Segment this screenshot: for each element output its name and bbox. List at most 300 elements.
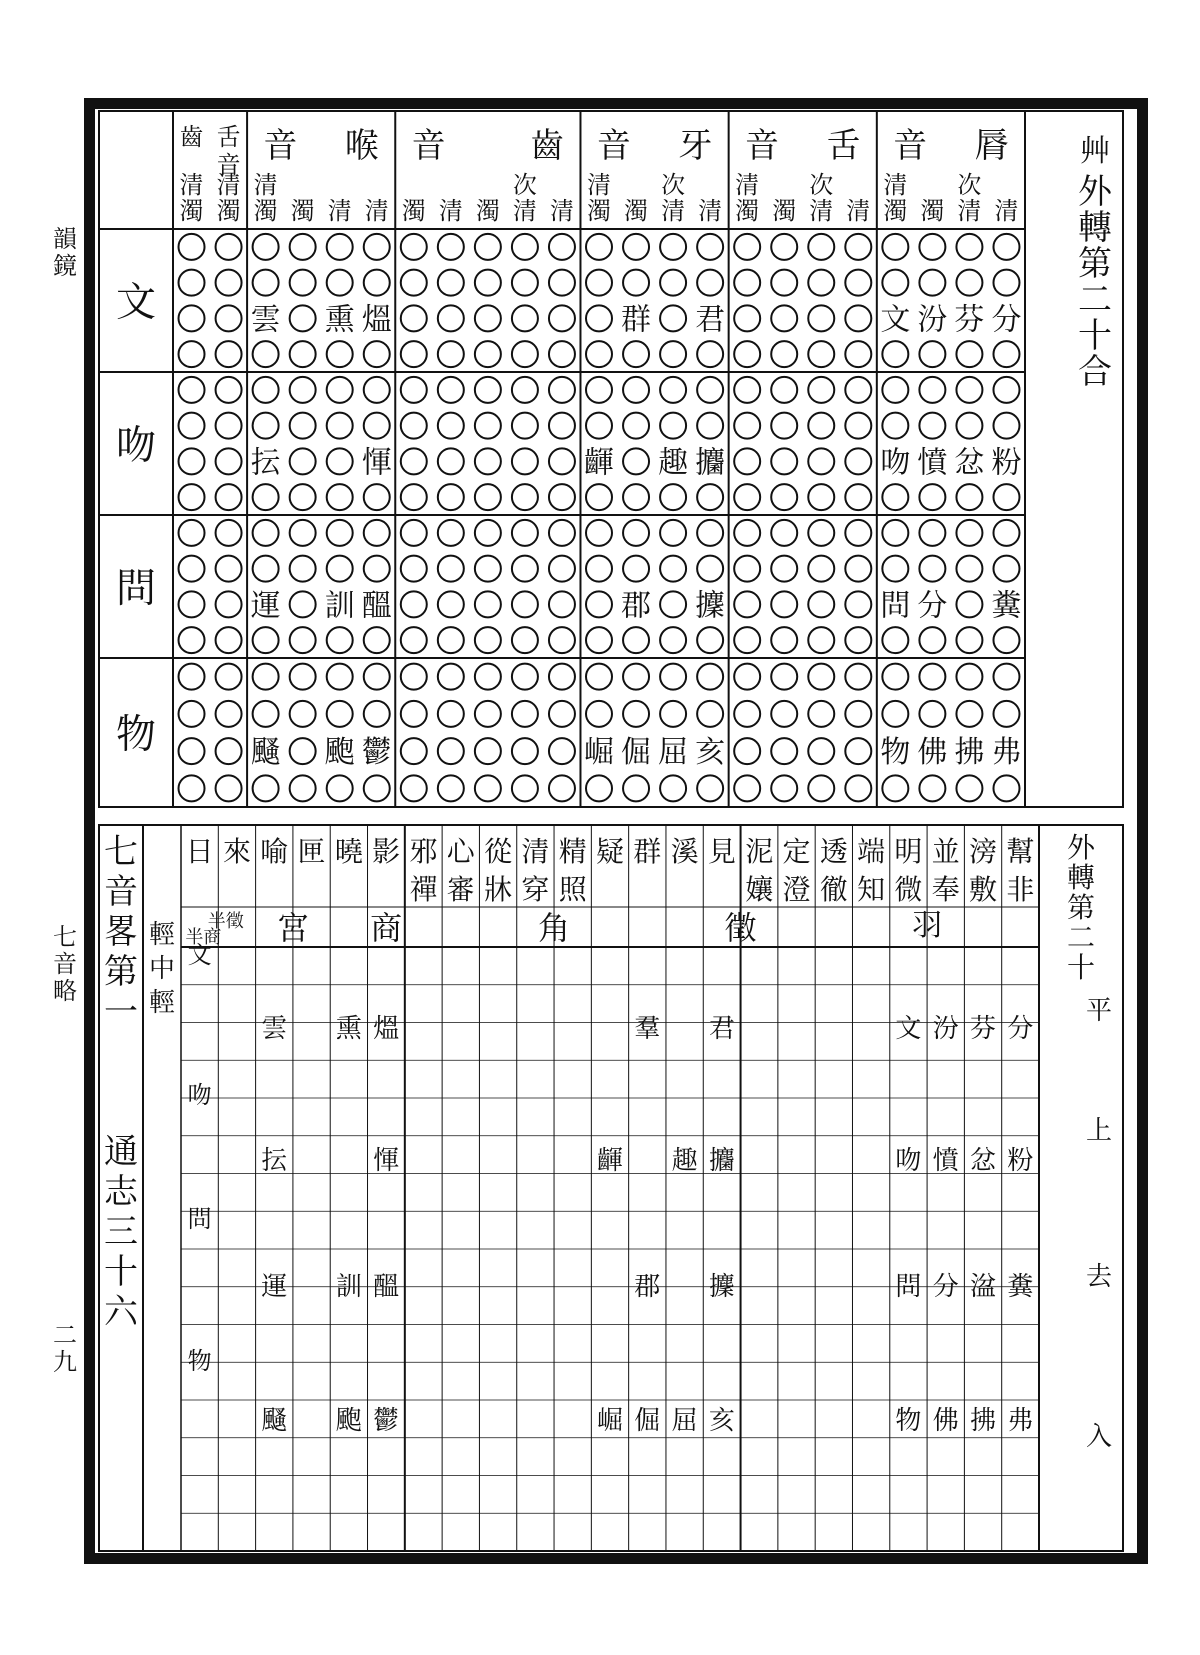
empty-slot-circle xyxy=(623,775,649,801)
empty-slot-circle xyxy=(475,627,501,653)
svg-text:清: 清 xyxy=(512,197,537,225)
rhyme-char: 糞 xyxy=(991,588,1022,624)
empty-slot-circle xyxy=(586,341,612,367)
qiyin-char: 崛 xyxy=(596,1406,624,1436)
rhyme-char: 粉 xyxy=(991,445,1022,481)
initial-group-4 xyxy=(254,126,389,225)
empty-slot-circle xyxy=(327,448,353,474)
empty-slot-circle xyxy=(882,377,908,403)
empty-slot-circle xyxy=(697,701,723,727)
initial-top: 邪 xyxy=(409,835,438,868)
empty-slot-circle xyxy=(179,664,205,690)
empty-slot-circle xyxy=(216,701,242,727)
empty-slot-circle xyxy=(438,448,464,474)
empty-slot-circle xyxy=(327,664,353,690)
svg-text:牙: 牙 xyxy=(678,126,713,166)
empty-slot-circle xyxy=(586,413,612,439)
empty-slot-circle xyxy=(660,305,686,331)
column-label xyxy=(365,197,389,225)
qiyin-char: 攈 xyxy=(708,1272,735,1302)
empty-slot-circle xyxy=(586,270,612,296)
column-label xyxy=(328,197,352,225)
note-label: 半商 xyxy=(185,927,222,948)
qiyin-char: 吻 xyxy=(895,1146,922,1176)
empty-slot-circle xyxy=(808,413,834,439)
empty-slot-circle xyxy=(882,520,908,546)
svg-text:畧: 畧 xyxy=(104,912,138,952)
empty-slot-circle xyxy=(586,234,612,260)
empty-slot-circle xyxy=(623,627,649,653)
empty-slot-circle xyxy=(512,270,538,296)
empty-slot-circle xyxy=(216,448,242,474)
svg-text:清: 清 xyxy=(179,171,204,199)
svg-text:次: 次 xyxy=(661,171,686,199)
empty-slot-circle xyxy=(660,775,686,801)
empty-slot-circle xyxy=(734,270,760,296)
empty-slot-circle xyxy=(771,627,797,653)
empty-slot-circle xyxy=(734,413,760,439)
book-title xyxy=(104,1132,139,1332)
empty-slot-circle xyxy=(512,775,538,801)
qiyin-char: 湓 xyxy=(970,1272,997,1302)
empty-slot-circle xyxy=(845,341,871,367)
qiyin-char: 君 xyxy=(708,1014,735,1044)
empty-slot-circle xyxy=(401,627,427,653)
empty-slot-circle xyxy=(808,701,834,727)
empty-slot-circle xyxy=(401,377,427,403)
svg-text:音: 音 xyxy=(744,126,779,166)
empty-slot-circle xyxy=(179,270,205,296)
empty-slot-circle xyxy=(993,341,1019,367)
empty-slot-circle xyxy=(290,484,316,510)
empty-slot-circle xyxy=(549,484,575,510)
initial-group-1 xyxy=(735,126,870,225)
empty-slot-circle xyxy=(660,556,686,582)
empty-slot-circle xyxy=(327,520,353,546)
empty-slot-circle xyxy=(364,484,390,510)
rhyme-char: 分 xyxy=(917,588,948,624)
empty-slot-circle xyxy=(438,377,464,403)
svg-text:十: 十 xyxy=(104,1252,138,1292)
tone-row-label: 吻 xyxy=(116,422,156,469)
empty-slot-circle xyxy=(179,520,205,546)
empty-slot-circle xyxy=(179,775,205,801)
empty-slot-circle xyxy=(549,775,575,801)
column-label xyxy=(254,171,278,225)
empty-slot-circle xyxy=(327,413,353,439)
qiyin-char: 羣 xyxy=(634,1014,661,1044)
empty-slot-circle xyxy=(845,701,871,727)
qiyin-char: 雲 xyxy=(261,1014,288,1044)
initial-group-3 xyxy=(402,126,574,225)
empty-slot-circle xyxy=(919,270,945,296)
empty-slot-circle xyxy=(401,270,427,296)
empty-slot-circle xyxy=(771,664,797,690)
empty-slot-circle xyxy=(475,377,501,403)
qiyin-char: 鬱 xyxy=(373,1406,400,1436)
column-label xyxy=(957,171,981,225)
empty-slot-circle xyxy=(586,556,612,582)
svg-text:清: 清 xyxy=(587,171,611,199)
svg-text:清: 清 xyxy=(957,197,982,225)
rhyme-char: 汾 xyxy=(917,302,948,338)
qiyin-char: 運 xyxy=(261,1272,288,1302)
column-label xyxy=(476,197,500,225)
empty-slot-circle xyxy=(512,377,538,403)
empty-slot-circle xyxy=(512,701,538,727)
empty-slot-circle xyxy=(179,305,205,331)
empty-slot-circle xyxy=(623,341,649,367)
column-label xyxy=(772,197,796,225)
empty-slot-circle xyxy=(697,556,723,582)
empty-slot-circle xyxy=(438,701,464,727)
empty-slot-circle xyxy=(882,341,908,367)
empty-slot-circle xyxy=(771,341,797,367)
svg-text:一: 一 xyxy=(104,992,138,1032)
empty-slot-circle xyxy=(290,413,316,439)
qiyin-table xyxy=(95,823,1137,1557)
initial-top: 曉 xyxy=(334,835,363,868)
qiyin-char: 颮 xyxy=(335,1406,362,1436)
empty-slot-circle xyxy=(771,556,797,582)
empty-slot-circle xyxy=(364,627,390,653)
initial-top: 滂 xyxy=(969,835,998,868)
empty-slot-circle xyxy=(882,556,908,582)
empty-slot-circle xyxy=(771,775,797,801)
empty-slot-circle xyxy=(586,591,612,617)
rhyme-char: 崛 xyxy=(584,735,614,771)
initial-top: 疑 xyxy=(595,835,625,868)
initial-bottom: 穿 xyxy=(521,873,550,906)
empty-slot-circle xyxy=(771,701,797,727)
rhyme-char: 趣 xyxy=(658,445,689,481)
empty-slot-circle xyxy=(290,341,316,367)
empty-slot-circle xyxy=(882,701,908,727)
qiyin-char: 拂 xyxy=(970,1406,997,1436)
empty-slot-circle xyxy=(808,520,834,546)
empty-slot-circle xyxy=(734,775,760,801)
empty-slot-circle xyxy=(734,701,760,727)
initial-top: 喻 xyxy=(260,835,289,868)
svg-text:轉: 轉 xyxy=(1066,861,1096,894)
empty-slot-circle xyxy=(290,701,316,727)
svg-text:音: 音 xyxy=(411,126,446,166)
empty-slot-circle xyxy=(623,664,649,690)
empty-slot-circle xyxy=(882,775,908,801)
empty-slot-circle xyxy=(512,556,538,582)
empty-slot-circle xyxy=(808,234,834,260)
rhyme-label: 問 xyxy=(187,1205,212,1233)
svg-text:三: 三 xyxy=(104,1212,138,1252)
empty-slot-circle xyxy=(475,270,501,296)
empty-slot-circle xyxy=(845,305,871,331)
empty-slot-circle xyxy=(808,448,834,474)
empty-slot-circle xyxy=(549,664,575,690)
empty-slot-circle xyxy=(401,701,427,727)
rhyme-char: 齳 xyxy=(584,445,614,481)
empty-slot-circle xyxy=(216,341,242,367)
empty-slot-circle xyxy=(808,341,834,367)
empty-slot-circle xyxy=(438,484,464,510)
svg-text:脣: 脣 xyxy=(974,126,1009,166)
qiyin-char: 訓 xyxy=(335,1272,362,1302)
empty-slot-circle xyxy=(808,738,834,764)
empty-slot-circle xyxy=(845,738,871,764)
note-label: 宮 xyxy=(276,909,309,947)
empty-slot-circle xyxy=(401,775,427,801)
empty-slot-circle xyxy=(771,738,797,764)
empty-slot-circle xyxy=(253,627,279,653)
empty-slot-circle xyxy=(364,270,390,296)
empty-slot-circle xyxy=(216,234,242,260)
svg-text:清: 清 xyxy=(846,197,871,225)
empty-slot-circle xyxy=(401,738,427,764)
empty-slot-circle xyxy=(253,377,279,403)
rhyme-char: 雲 xyxy=(250,302,281,338)
initial-top: 影 xyxy=(372,835,401,868)
empty-slot-circle xyxy=(586,775,612,801)
empty-slot-circle xyxy=(697,520,723,546)
empty-slot-circle xyxy=(919,556,945,582)
svg-text:清: 清 xyxy=(364,197,389,225)
initial-bottom: 非 xyxy=(1006,873,1035,906)
svg-text:濁: 濁 xyxy=(772,197,797,225)
empty-slot-circle xyxy=(586,377,612,403)
rhyme-char: 颮 xyxy=(324,735,355,771)
empty-slot-circle xyxy=(216,775,242,801)
rhyme-char: 惲 xyxy=(361,445,392,481)
svg-text:舌: 舌 xyxy=(826,126,861,166)
svg-text:濁: 濁 xyxy=(475,197,500,225)
initial-bottom: 微 xyxy=(894,873,923,906)
svg-text:清: 清 xyxy=(216,171,241,199)
empty-slot-circle xyxy=(734,591,760,617)
empty-slot-circle xyxy=(882,627,908,653)
qiyin-char: 趣 xyxy=(671,1146,698,1176)
rhyme-char: 吻 xyxy=(880,445,911,481)
empty-slot-circle xyxy=(956,377,982,403)
empty-slot-circle xyxy=(734,305,760,331)
empty-slot-circle xyxy=(734,234,760,260)
empty-slot-circle xyxy=(734,484,760,510)
empty-slot-circle xyxy=(327,270,353,296)
svg-text:二: 二 xyxy=(1066,921,1096,954)
empty-slot-circle xyxy=(512,234,538,260)
empty-slot-circle xyxy=(549,234,575,260)
empty-slot-circle xyxy=(586,520,612,546)
empty-slot-circle xyxy=(438,520,464,546)
empty-slot-circle xyxy=(290,738,316,764)
rhyme-label: 吻 xyxy=(187,1081,212,1109)
empty-slot-circle xyxy=(475,413,501,439)
qiyin-char: 亥 xyxy=(708,1406,735,1436)
empty-slot-circle xyxy=(697,627,723,653)
empty-slot-circle xyxy=(401,591,427,617)
rhyme-table-title-vertical xyxy=(1078,172,1113,392)
initial-top: 並 xyxy=(931,835,960,868)
svg-text:第: 第 xyxy=(1078,244,1112,284)
empty-slot-circle xyxy=(882,234,908,260)
svg-text:第: 第 xyxy=(104,952,138,992)
empty-slot-circle xyxy=(512,738,538,764)
svg-text:清: 清 xyxy=(698,197,723,225)
empty-slot-circle xyxy=(216,520,242,546)
empty-slot-circle xyxy=(956,775,982,801)
rhyme-char: 群 xyxy=(621,302,652,338)
svg-text:濁: 濁 xyxy=(624,197,649,225)
qiyin-char: 分 xyxy=(1007,1014,1034,1044)
empty-slot-circle xyxy=(475,664,501,690)
empty-slot-circle xyxy=(956,484,982,510)
rhyme-char: 問 xyxy=(880,588,911,624)
empty-slot-circle xyxy=(660,701,686,727)
empty-slot-circle xyxy=(697,270,723,296)
empty-slot-circle xyxy=(845,664,871,690)
empty-slot-circle xyxy=(512,484,538,510)
empty-slot-circle xyxy=(993,701,1019,727)
empty-slot-circle xyxy=(956,413,982,439)
empty-slot-circle xyxy=(253,484,279,510)
empty-slot-circle xyxy=(512,520,538,546)
qiyin-char: 粉 xyxy=(1007,1146,1034,1176)
empty-slot-circle xyxy=(475,556,501,582)
grade-label xyxy=(149,920,175,1018)
empty-slot-circle xyxy=(771,270,797,296)
svg-text:喉: 喉 xyxy=(344,126,379,166)
initial-top: 群 xyxy=(633,835,662,868)
empty-slot-circle xyxy=(956,270,982,296)
initial-group-2 xyxy=(587,126,722,225)
empty-slot-circle xyxy=(216,591,242,617)
empty-slot-circle xyxy=(808,484,834,510)
svg-text:音: 音 xyxy=(216,151,241,179)
qiyin-char: 醞 xyxy=(373,1272,400,1302)
rhyme-table xyxy=(95,109,1137,812)
side-label-yunjing: 韻鏡 xyxy=(53,225,77,280)
note-label: 半徵 xyxy=(207,911,244,932)
svg-text:清: 清 xyxy=(994,197,1019,225)
empty-slot-circle xyxy=(993,775,1019,801)
empty-slot-circle xyxy=(438,556,464,582)
qiyin-char: 弗 xyxy=(1007,1406,1034,1436)
empty-slot-circle xyxy=(290,520,316,546)
empty-slot-circle xyxy=(734,341,760,367)
empty-slot-circle xyxy=(771,377,797,403)
empty-slot-circle xyxy=(290,270,316,296)
initial-top: 精 xyxy=(558,835,587,868)
empty-slot-circle xyxy=(845,556,871,582)
empty-slot-circle xyxy=(290,377,316,403)
empty-slot-circle xyxy=(475,484,501,510)
empty-slot-circle xyxy=(993,484,1019,510)
empty-slot-circle xyxy=(290,448,316,474)
column-label xyxy=(550,197,574,225)
empty-slot-circle xyxy=(401,413,427,439)
initial-top: 日 xyxy=(185,835,214,868)
svg-text:音: 音 xyxy=(893,126,928,166)
empty-slot-circle xyxy=(623,234,649,260)
qiyin-char: 颾 xyxy=(261,1406,288,1436)
empty-slot-circle xyxy=(364,341,390,367)
empty-slot-circle xyxy=(549,270,575,296)
initial-bottom: 孃 xyxy=(745,873,774,906)
initial-bottom: 審 xyxy=(446,873,475,906)
empty-slot-circle xyxy=(327,234,353,260)
empty-slot-circle xyxy=(253,413,279,439)
empty-slot-circle xyxy=(549,413,575,439)
svg-text:次: 次 xyxy=(957,171,982,199)
empty-slot-circle xyxy=(512,627,538,653)
qiyin-char: 分 xyxy=(932,1272,959,1302)
empty-slot-circle xyxy=(623,520,649,546)
qiyin-char: 忿 xyxy=(970,1146,997,1176)
empty-slot-circle xyxy=(919,664,945,690)
empty-slot-circle xyxy=(401,556,427,582)
empty-slot-circle xyxy=(216,738,242,764)
qiyin-char: 問 xyxy=(895,1272,922,1302)
empty-slot-circle xyxy=(364,664,390,690)
qiyin-char: 抎 xyxy=(261,1146,288,1176)
empty-slot-circle xyxy=(845,234,871,260)
column-label xyxy=(217,171,241,225)
column-label xyxy=(402,197,426,225)
empty-slot-circle xyxy=(549,738,575,764)
empty-slot-circle xyxy=(364,701,390,727)
empty-slot-circle xyxy=(882,270,908,296)
empty-slot-circle xyxy=(771,234,797,260)
empty-slot-circle xyxy=(993,413,1019,439)
empty-slot-circle xyxy=(253,556,279,582)
qiyin-char: 郡 xyxy=(634,1272,661,1302)
rhyme-char: 屈 xyxy=(658,735,689,771)
initial-top: 來 xyxy=(222,835,251,868)
empty-slot-circle xyxy=(808,664,834,690)
empty-slot-circle xyxy=(327,627,353,653)
empty-slot-circle xyxy=(475,305,501,331)
empty-slot-circle xyxy=(808,591,834,617)
svg-text:濁: 濁 xyxy=(179,197,204,225)
svg-text:濁: 濁 xyxy=(216,197,241,225)
initial-bottom: 奉 xyxy=(931,873,960,906)
initial-bottom: 徹 xyxy=(819,873,848,906)
initial-bottom: 知 xyxy=(857,873,886,906)
empty-slot-circle xyxy=(327,377,353,403)
empty-slot-circle xyxy=(401,664,427,690)
empty-slot-circle xyxy=(808,556,834,582)
empty-slot-circle xyxy=(660,413,686,439)
empty-slot-circle xyxy=(216,377,242,403)
empty-slot-circle xyxy=(623,484,649,510)
empty-slot-circle xyxy=(623,701,649,727)
empty-slot-circle xyxy=(549,520,575,546)
tone-label: 入 xyxy=(1085,1422,1113,1452)
empty-slot-circle xyxy=(512,591,538,617)
empty-slot-circle xyxy=(623,556,649,582)
column-label xyxy=(809,171,833,225)
svg-text:外: 外 xyxy=(1078,172,1112,212)
initial-bottom: 照 xyxy=(558,873,587,906)
rhyme-char: 郡 xyxy=(621,588,652,624)
empty-slot-circle xyxy=(327,484,353,510)
empty-slot-circle xyxy=(882,484,908,510)
empty-slot-circle xyxy=(660,234,686,260)
empty-slot-circle xyxy=(919,520,945,546)
empty-slot-circle xyxy=(993,556,1019,582)
svg-text:音: 音 xyxy=(596,126,631,166)
empty-slot-circle xyxy=(364,520,390,546)
side-label-page-number: 二九 xyxy=(53,1321,77,1376)
empty-slot-circle xyxy=(697,341,723,367)
